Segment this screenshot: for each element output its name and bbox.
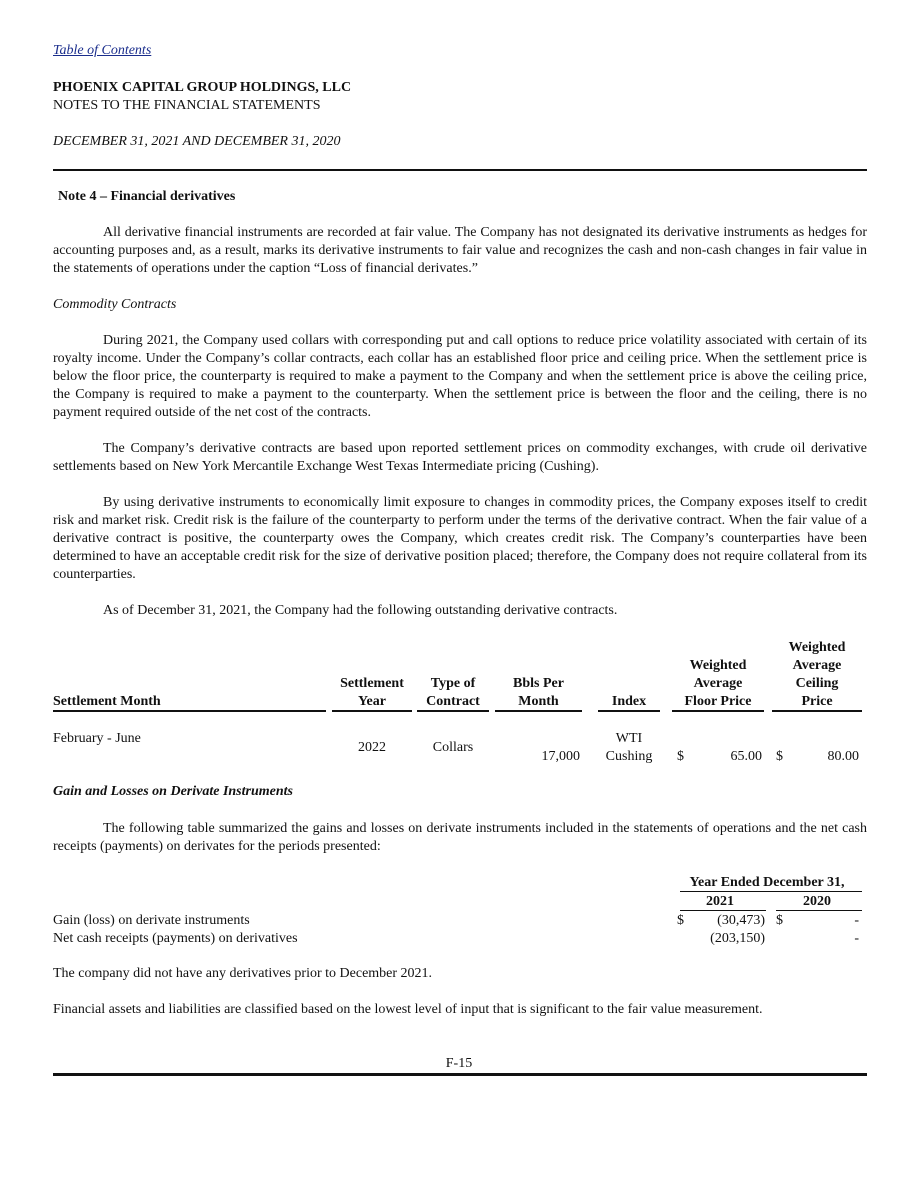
paragraph-collars: During 2021, the Company used collars with corresponding put and call options to reduce price volatility associated with certain of its royalty income. Under the Company’s collar contracts, each collar has an established floor price and ceiling price. When the settlement price is below the floor price, the counterparty is required to make a payment to the Company and when the settlement price is above the ceiling price, the Company is required to make a payment to the counterparty. When the settlement price is between the floor and the ceiling, there is no payment required outside of the net cost of the contracts. (53, 333, 867, 420)
header-weighted-average-ceiling-price: Weighted Average Ceiling Price (788, 640, 846, 709)
table-of-contents-link[interactable]: Table of Contents (53, 43, 152, 58)
row-settlement-month: February - June (53, 731, 141, 746)
header-settlement-month: Settlement Month (53, 694, 161, 709)
header-2021: 2021 (706, 894, 734, 909)
row-contract-type: Collars (432, 740, 474, 755)
row-bbls-per-month: 17,000 (541, 749, 580, 764)
header-index: Index (611, 694, 647, 709)
row-net-cash-label: Net cash receipts (payments) on derivatives (53, 931, 298, 946)
reporting-period: DECEMBER 31, 2021 AND DECEMBER 31, 2020 (53, 134, 341, 149)
row-settlement-year: 2022 (358, 740, 386, 755)
paragraph-outstanding-contracts: As of December 31, 2021, the Company had the following outstanding derivative contracts. (103, 603, 618, 618)
header-underline (495, 710, 582, 712)
header-settlement-year: Settlement Year (340, 676, 404, 709)
row-floor-price: 65.00 (730, 749, 762, 764)
commodity-contracts-heading: Commodity Contracts (53, 297, 177, 312)
header-underline (680, 910, 766, 911)
row-gain-loss-label: Gain (loss) on derivate instruments (53, 913, 250, 928)
row-ceiling-price: 80.00 (827, 749, 859, 764)
row-index: WTI Cushing (605, 731, 653, 764)
header-underline (776, 910, 862, 911)
row-net-cash-2020: - (854, 931, 859, 946)
header-underline (772, 710, 862, 712)
header-divider (53, 169, 867, 171)
header-underline (598, 710, 660, 712)
header-weighted-average-floor-price: Weighted Average Floor Price (684, 658, 752, 709)
gains-losses-heading: Gain and Losses on Derivate Instruments (53, 784, 293, 799)
paragraph-no-prior-derivatives: The company did not have any derivatives prior to December 2021. (53, 966, 433, 981)
paragraph-credit-risk: By using derivative instruments to economically limit exposure to changes in commodity prices, the Company exposes itself to credit risk and market risk. Credit risk is the failure of the counterparty to perform under the terms of the derivative contract. When the fair value of a derivative contract is positive, the counterparty owes the Company, which creates credit risk. The Company’s counterparties have been determined to have an acceptable credit risk for the size of derivative position placed; therefore, the Company does not require collateral from its counterparties. (53, 495, 867, 582)
page-number: F-15 (445, 1056, 473, 1071)
paragraph-fair-value-hierarchy: Financial assets and liabilities are classified based on the lowest level of input that is significant to the fair value measurement. (53, 1002, 763, 1017)
note-title: Note 4 – Financial derivatives (58, 189, 236, 204)
header-underline (332, 710, 412, 712)
header-type-of-contract: Type of Contract (426, 676, 480, 709)
row-gain-loss-currency-2021: $ (677, 913, 684, 928)
paragraph-fair-value: All derivative financial instruments are recorded at fair value. The Company has not designated its derivative instruments as hedges for accounting purposes and, as a result, marks its derivative instruments to fair value and recognizes the cash and non-cash changes in fair value in the statements of operations under the caption “Loss of financial derivates.” (53, 225, 867, 276)
header-underline (417, 710, 489, 712)
document-subtitle: NOTES TO THE FINANCIAL STATEMENTS (53, 98, 321, 113)
header-year-ended: Year Ended December 31, (689, 875, 845, 890)
row-gain-loss-2020: - (854, 913, 859, 928)
row-net-cash-2021: (203,150) (710, 931, 765, 946)
header-underline (53, 710, 326, 712)
header-underline (672, 710, 764, 712)
row-gain-loss-currency-2020: $ (776, 913, 783, 928)
paragraph-settlement-prices: The Company’s derivative contracts are based upon reported settlement prices on commodity exchanges, with crude oil derivative settlements based on New York Mercantile Exchange West Texas Intermediate pricing (Cushing). (53, 441, 867, 474)
header-underline (680, 891, 862, 892)
row-gain-loss-2021: (30,473) (717, 913, 765, 928)
header-bbls-per-month: Bbls Per Month (513, 676, 564, 709)
row-ceiling-currency: $ (776, 749, 783, 764)
footer-divider (53, 1073, 867, 1076)
company-name: PHOENIX CAPITAL GROUP HOLDINGS, LLC (53, 80, 352, 95)
paragraph-gains-summary: The following table summarized the gains and losses on derivate instruments included in the statements of operations and the net cash receipts (payments) on derivates for the periods presented: (53, 821, 867, 854)
row-floor-currency: $ (677, 749, 684, 764)
header-2020: 2020 (803, 894, 831, 909)
